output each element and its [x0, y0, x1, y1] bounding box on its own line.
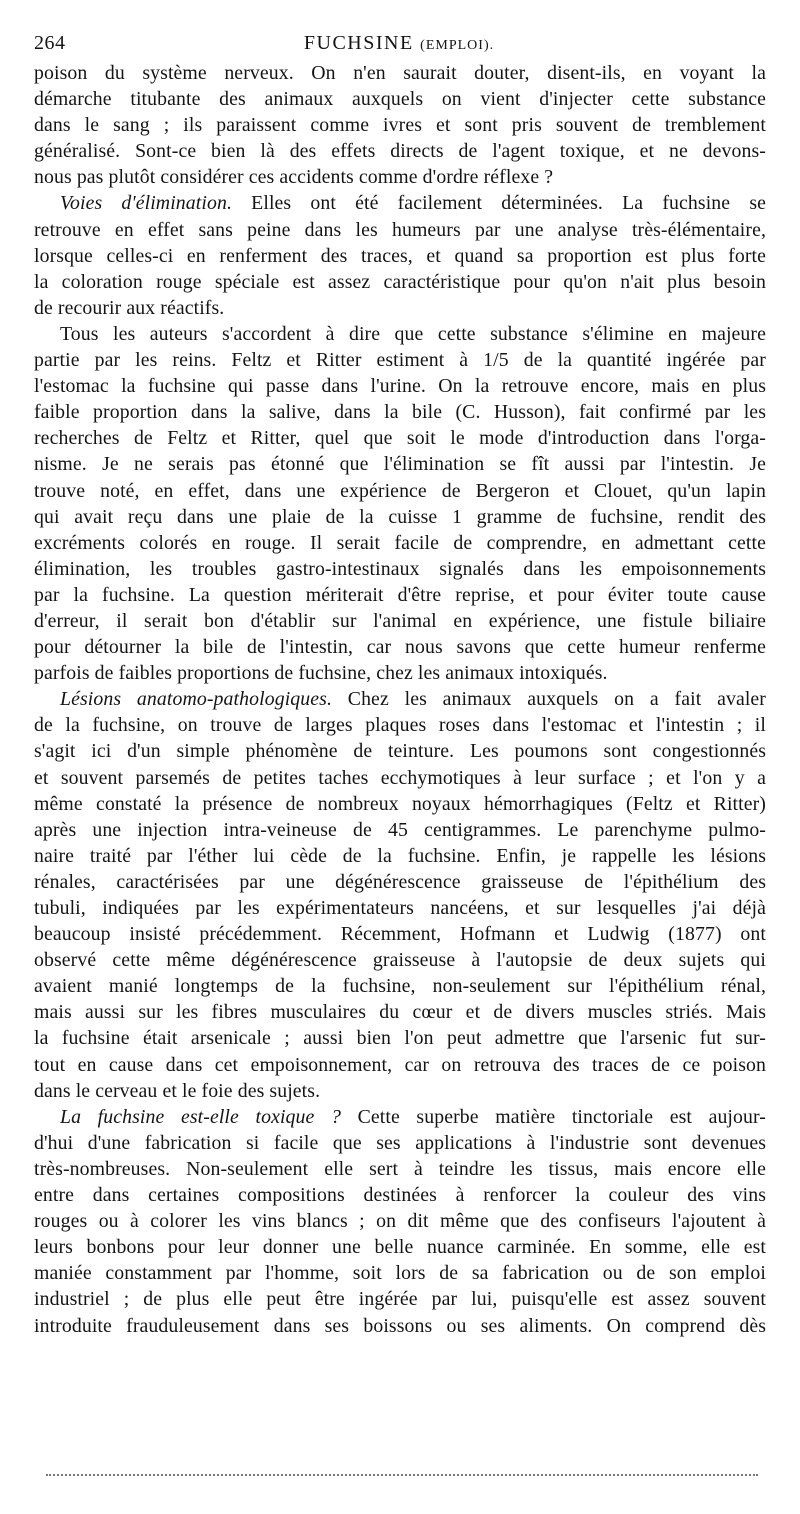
section-heading: Voies d'élimination.	[60, 192, 232, 215]
text-line	[34, 60, 766, 86]
text-line	[34, 1260, 766, 1286]
text-run: s'agit ici d'un simple phénomène de teinture. Les poumons sont congestionnés	[34, 740, 766, 763]
text-line	[34, 999, 766, 1025]
text-run: nous pas plutôt considérer ces accidents comme d'ordre réflexe ?	[34, 166, 554, 189]
text-line	[34, 973, 766, 999]
text-run: parfois de faibles proportions de fuchsine, chez les animaux intoxiqués.	[34, 662, 608, 685]
text-run: leurs bonbons pour leur donner une belle nuance carminée. En somme, elle est	[34, 1236, 766, 1259]
text-run: partie par les reins. Feltz et Ritter estiment à 1/5 de la quantité ingérée par	[34, 349, 766, 372]
text-run: d'hui d'une fabrication si facile que ses applications à l'industrie sont devenues	[34, 1131, 766, 1154]
text-run: excréments colorés en rouge. Il serait facile de comprendre, en admettant cette	[34, 531, 766, 554]
text-run: généralisé. Sont-ce bien là des effets directs de l'agent toxique, et ne devons-	[34, 140, 766, 163]
text-line	[34, 504, 766, 530]
running-header	[34, 28, 764, 58]
text-run: la fuchsine était arsenicale ; aussi bien l'on peut admettre que l'arsenic fut sur-	[34, 1027, 766, 1050]
text-line	[34, 425, 766, 451]
text-run: et souvent parsemés de petites taches ecchymotiques à leur surface ; et l'on y a	[34, 766, 766, 789]
running-title-main: FUCHSINE	[303, 32, 414, 54]
text-run: recherches de Feltz et Ritter, quel que soit le mode d'introduction dans l'orga-	[34, 427, 766, 450]
text-line	[34, 1052, 766, 1078]
text-run: Tous les auteurs s'accordent à dire que cette substance s'élimine en majeure	[60, 322, 766, 345]
text-run: observé cette même dégénérescence graisseuse à l'autopsie de deux sujets qui	[34, 949, 766, 972]
text-line	[34, 765, 766, 791]
text-line	[34, 1130, 766, 1156]
text-line	[34, 243, 766, 269]
text-run: poison du système nerveux. On n'en saurait douter, disent-ils, en voyant la	[34, 62, 766, 84]
text-run: d'erreur, il serait bon d'établir sur l'animal en expérience, une fistule biliaire	[34, 609, 766, 632]
text-run: de la fuchsine, on trouve de larges plaques roses dans l'estomac et l'intestin ; il	[34, 714, 766, 737]
text-run: trouve noté, en effet, dans une expérience de Bergeron et Clouet, qu'un lapin	[34, 479, 766, 502]
text-run: mais aussi sur les fibres musculaires du cœur et de divers muscles striés. Mais	[34, 1001, 766, 1024]
text-run: nisme. Je ne serais pas étonné que l'élimination se fît aussi par l'intestin. Je	[34, 453, 766, 476]
text-run: rénales, caractérisées par une dégénérescence graisseuse de l'épithélium des	[34, 870, 766, 893]
text-line	[34, 660, 766, 686]
text-line	[34, 164, 766, 190]
text-line	[34, 530, 766, 556]
text-run: de recourir aux réactifs.	[34, 296, 225, 319]
text-line	[34, 921, 766, 947]
text-line	[34, 817, 766, 843]
text-run: la coloration rouge spéciale est assez caractéristique pour qu'on n'ait plus besoin	[34, 270, 766, 293]
text-line	[34, 1286, 766, 1312]
text-run: Chez les animaux auxquels on a fait avaler	[332, 688, 766, 711]
text-line	[34, 1156, 766, 1182]
running-title-sub: (EMPLOI).	[420, 38, 495, 53]
text-run: naire traité par l'éther lui cède de la fuchsine. Enfin, je rappelle les lésions	[34, 844, 766, 867]
text-line	[34, 138, 766, 164]
text-run: l'estomac la fuchsine qui passe dans l'urine. On la retrouve encore, mais en plus	[34, 375, 766, 398]
text-run: après une injection intra-veineuse de 45 centigrammes. Le parenchyme pulmo-	[34, 818, 766, 841]
text-line	[34, 634, 766, 660]
text-line	[34, 1104, 766, 1130]
text-run: rouges ou à colorer les vins blancs ; on dit même que des confiseurs l'ajoutent à	[34, 1210, 766, 1233]
text-run: dans le cerveau et le foie des sujets.	[34, 1079, 321, 1102]
text-run: retrouve en effet sans peine dans les humeurs par une analyse très-élémentaire,	[34, 218, 766, 241]
text-line	[34, 190, 766, 216]
text-line	[34, 869, 766, 895]
text-run: pour détourner la bile de l'intestin, car nous savons que cette humeur renferme	[34, 636, 766, 659]
text-line	[34, 1025, 766, 1051]
text-line	[34, 1182, 766, 1208]
text-line	[34, 399, 766, 425]
text-line	[34, 608, 766, 634]
text-line	[34, 86, 766, 112]
section-heading: La fuchsine est-elle toxique ?	[60, 1105, 341, 1128]
text-line	[34, 1078, 766, 1104]
text-run: Elles ont été facilement déterminées. La fuchsine se	[232, 192, 766, 215]
text-run: démarche titubante des animaux auxquels on vient d'injecter cette substance	[34, 88, 766, 111]
text-run: lorsque celles-ci en renferment des traces, et quand sa proportion est plus forte	[34, 244, 766, 267]
text-line	[34, 373, 766, 399]
body-text	[34, 60, 766, 1339]
text-run: faible proportion dans la salive, dans la bile (C. Husson), fait confirmé par les	[34, 401, 766, 424]
text-line	[34, 843, 766, 869]
text-line	[34, 686, 766, 712]
text-run: entre dans certaines compositions destinées à renforcer la couleur des vins	[34, 1184, 766, 1207]
text-line	[34, 347, 766, 373]
text-run: dans le sang ; ils paraissent comme ivres et sont pris souvent de tremblement	[34, 114, 766, 137]
text-line	[34, 269, 766, 295]
text-run: beaucoup insisté précédemment. Récemment, Hofmann et Ludwig (1877) ont	[34, 923, 766, 946]
text-run: industriel ; de plus elle peut être ingérée par lui, puisqu'elle est assez souvent	[34, 1288, 766, 1311]
text-run: même constaté la présence de nombreux noyaux hémorrhagiques (Feltz et Ritter)	[34, 792, 766, 815]
text-run: maniée constamment par l'homme, soit lors de sa fabrication ou de son emploi	[34, 1262, 766, 1285]
text-run: Cette superbe matière tinctoriale est aujour-	[341, 1105, 766, 1128]
text-line	[34, 1234, 766, 1260]
text-line	[34, 295, 766, 321]
running-title	[34, 32, 764, 55]
bottom-dotted-rule	[46, 1474, 758, 1476]
text-line	[34, 217, 766, 243]
text-run: élimination, les troubles gastro-intestinaux signalés dans les empoisonnements	[34, 557, 766, 580]
text-line	[34, 321, 766, 347]
text-line	[34, 895, 766, 921]
text-run: avaient manié longtemps de la fuchsine, non-seulement sur l'épithélium rénal,	[34, 975, 766, 998]
text-line	[34, 582, 766, 608]
text-line	[34, 1313, 766, 1339]
text-run: introduite frauduleusement dans ses boissons ou ses aliments. On comprend dès	[34, 1314, 766, 1337]
text-line	[34, 712, 766, 738]
text-run: par la fuchsine. La question mériterait d'être reprise, et pour éviter toute cause	[34, 583, 766, 606]
text-run: très-nombreuses. Non-seulement elle sert à teindre les tissus, mais encore elle	[34, 1157, 766, 1180]
text-line	[34, 947, 766, 973]
text-run: qui avait reçu dans une plaie de la cuisse 1 gramme de fuchsine, rendit des	[34, 505, 766, 528]
text-line	[34, 112, 766, 138]
text-line	[34, 451, 766, 477]
text-line	[34, 1208, 766, 1234]
section-heading: Lésions anatomo-pathologiques.	[60, 688, 332, 711]
text-line	[34, 791, 766, 817]
page-number: 264	[34, 32, 66, 54]
text-line	[34, 478, 766, 504]
text-line	[34, 738, 766, 764]
text-run: tubuli, indiquées par les expérimentateurs nancéens, et sur lesquelles j'ai déjà	[34, 897, 766, 919]
text-line	[34, 556, 766, 582]
text-run: tout en cause dans cet empoisonnement, car on retrouva des traces de ce poison	[34, 1053, 766, 1076]
